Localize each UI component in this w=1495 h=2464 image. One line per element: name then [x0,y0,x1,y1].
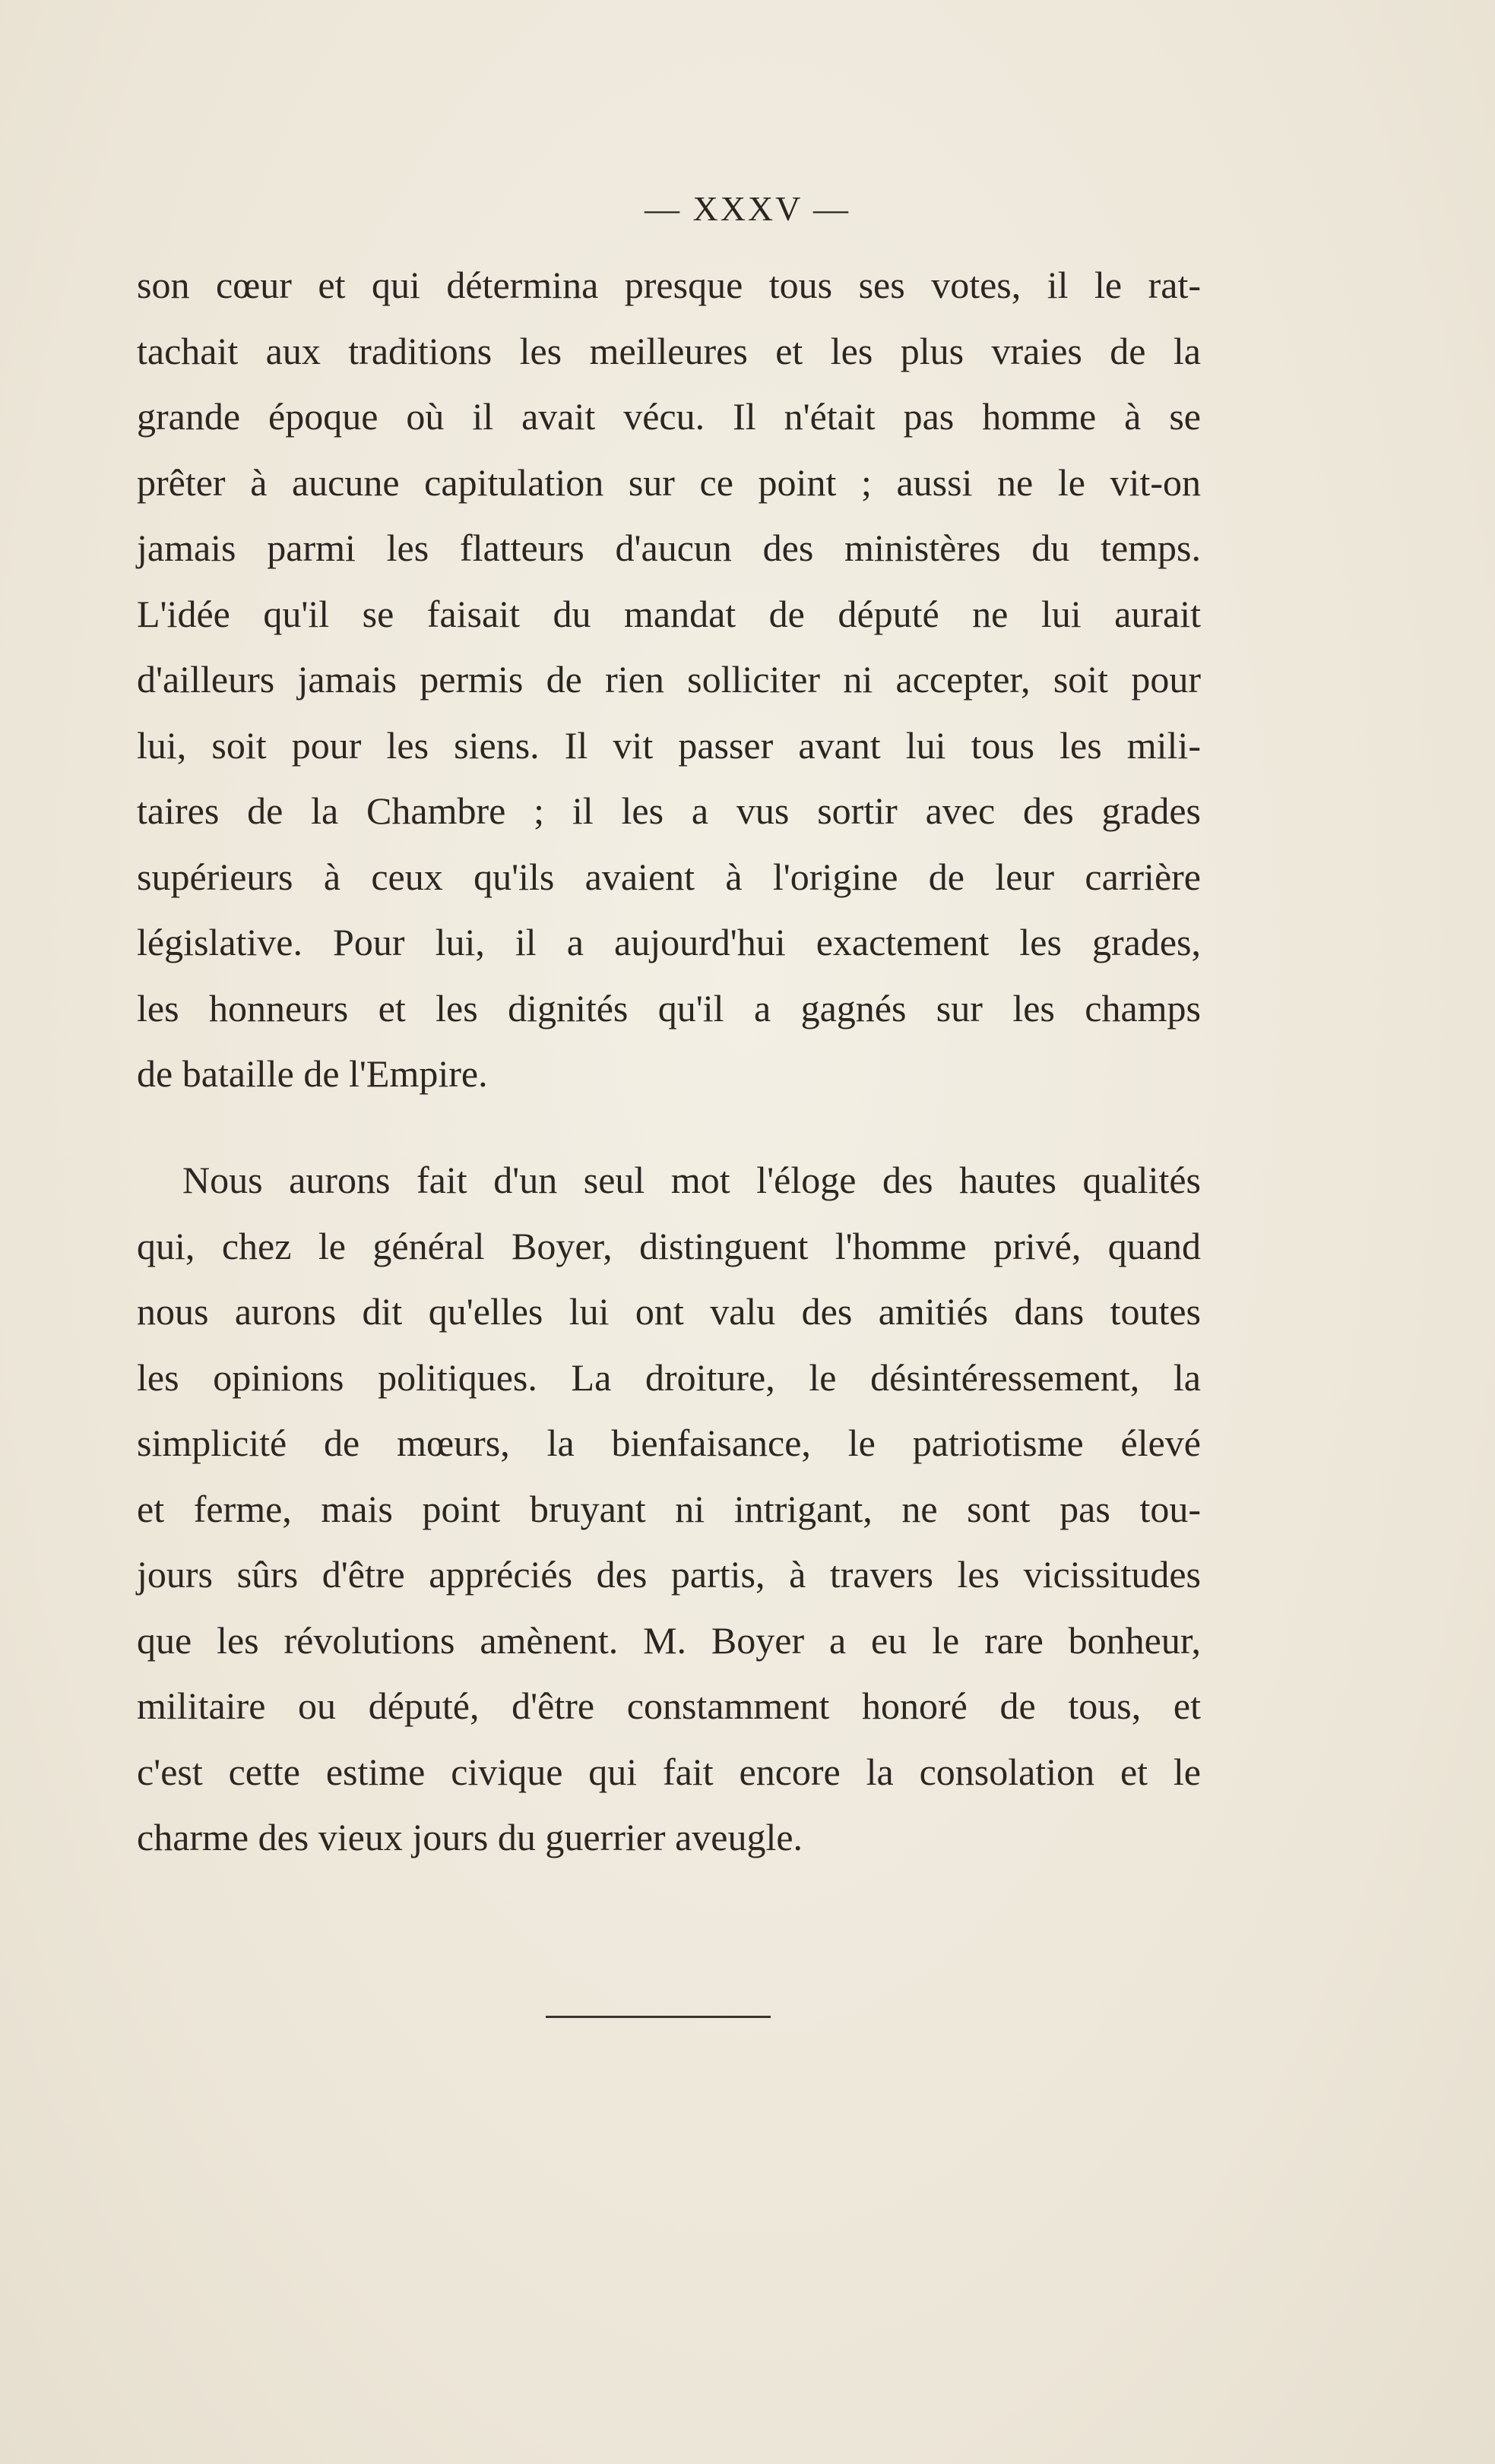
paragraph-1 [137,252,1201,1107]
text-line: de bataille de l'Empire. [137,1052,488,1095]
page-number-header: — XXXV — [644,189,851,228]
text-line: supérieurs à ceux qu'ils avaient à l'origine de leur carrière [137,855,1201,898]
text-line: les honneurs et les dignités qu'il a gagnés sur les champs [137,986,1201,1030]
paragraph-2 [137,1147,1201,1871]
section-end-rule [546,2016,771,2018]
text-line: charme des vieux jours du guerrier aveugle. [137,1816,803,1858]
text-line: jamais parmi les flatteurs d'aucun des ministères du temps. [137,527,1201,569]
text-line: tachait aux traditions les meilleures et les plus vraies de la [137,329,1201,372]
text-line: nous aurons dit qu'elles lui ont valu des amitiés dans toutes [137,1290,1201,1333]
text-line: c'est cette estime civique qui fait encore la consolation et le [137,1750,1201,1793]
text-line: qui, chez le général Boyer, distinguent l'homme privé, quand [137,1224,1201,1267]
text-line: jours sûrs d'être appréciés des partis, à travers les vicissitudes [137,1553,1201,1596]
text-line: Nous aurons fait d'un seul mot l'éloge des hautes qualités [182,1159,1201,1201]
text-line: prêter à aucune capitulation sur ce point ; aussi ne le vit-on [137,460,1201,504]
text-line: législative. Pour lui, il a aujourd'hui exactement les grades, [137,921,1201,963]
text-line: simplicité de mœurs, la bienfaisance, le patriotisme élevé [137,1422,1201,1464]
text-line: que les révolutions amènent. M. Boyer a eu le rare bonheur, [137,1618,1201,1662]
text-line: et ferme, mais point bruyant ni intrigant, ne sont pas tou- [137,1487,1201,1530]
text-line: d'ailleurs jamais permis de rien solliciter ni accepter, soit pour [137,658,1201,701]
text-line: lui, soit pour les siens. Il vit passer avant lui tous les mili- [137,723,1201,767]
text-line: militaire ou député, d'être constamment honoré de tous, et [137,1684,1201,1727]
text-line: les opinions politiques. La droiture, le désintéressement, la [137,1355,1201,1399]
text-line: L'idée qu'il se faisait du mandat de député ne lui aurait [137,592,1201,635]
text-line: taires de la Chambre ; il les a vus sortir avec des grades [137,789,1201,832]
text-line: son cœur et qui détermina presque tous ses votes, il le rat- [137,264,1201,306]
text-line: grande époque où il avait vécu. Il n'était pas homme à se [137,395,1201,438]
